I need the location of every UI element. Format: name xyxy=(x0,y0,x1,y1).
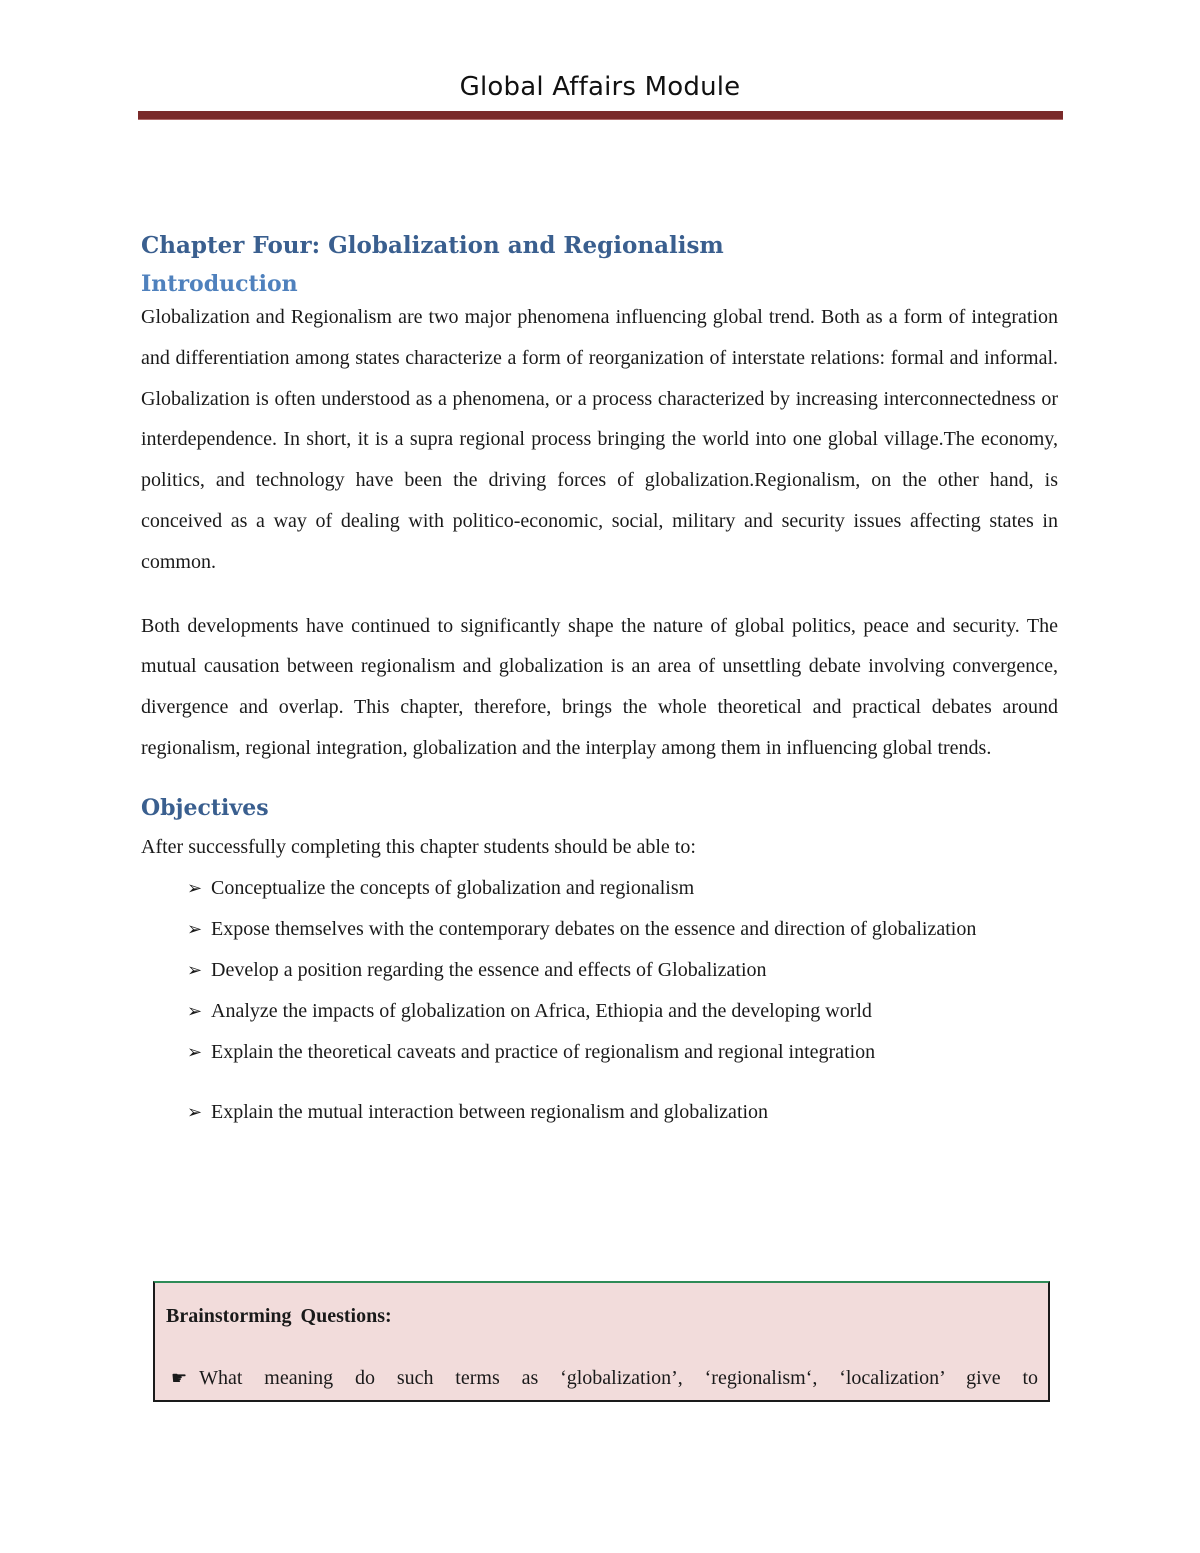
objective-text: Analyze the impacts of globalization on Africa, Ethiopia and the developing world xyxy=(211,999,872,1022)
objectives-lead: After successfully completing this chapter students should be able to: xyxy=(141,835,696,858)
objectives-heading: Objectives xyxy=(141,794,269,821)
objective-text: Develop a position regarding the essence and effects of Globalization xyxy=(211,958,767,981)
objective-item xyxy=(187,950,1058,991)
intro-paragraph-1: Globalization and Regionalism are two major phenomena influencing global trend. Both as a form of integration and differentiation among states characterize a form of reorganization of interstate relations: formal and informal. Globalization is often understood as a phenomena, or a process characterized by increasing interconnectedness or interdependence. In short, it is a supra regional process bringing the world into one global village.The economy, politics, and technology have been the driving forces of globalization.Regionalism, on the other hand, is conceived as a way of dealing with politico-economic, social, military and security issues affecting states in common. xyxy=(141,306,1058,573)
objective-item xyxy=(187,991,1058,1032)
objective-text: Explain the theoretical caveats and practice of regionalism and regional integration xyxy=(211,1040,876,1063)
arrow-bullet-icon: ➢ xyxy=(187,1000,203,1022)
objective-item xyxy=(187,909,1058,950)
pointing-hand-icon: ☛ xyxy=(171,1368,188,1389)
introduction-heading: Introduction xyxy=(141,271,298,297)
brainstorming-title: Brainstorming Questions: xyxy=(166,1305,392,1327)
brainstorming-question-text: What meaning do such terms as ‘globalization’, ‘regionalism‘, ‘localization’ give to xyxy=(199,1367,1038,1389)
objective-item xyxy=(187,868,1058,909)
intro-paragraph-2: Both developments have continued to significantly shape the nature of global politics, peace and security. The mutual causation between regionalism and globalization is an area of unsettling debate involving convergence, divergence and overlap. This chapter, therefore, brings the whole theoretical and practical debates around regionalism, regional integration, globalization and the interplay among them in influencing global trends. xyxy=(141,614,1058,759)
arrow-bullet-icon: ➢ xyxy=(187,877,203,899)
arrow-bullet-icon: ➢ xyxy=(187,1101,203,1123)
objective-text: Conceptualize the concepts of globalization and regionalism xyxy=(211,876,695,899)
arrow-bullet-icon: ➢ xyxy=(187,959,203,981)
objective-item xyxy=(187,1092,1058,1133)
objectives-list xyxy=(141,868,1058,1133)
chapter-title: Chapter Four: Globalization and Regionalism xyxy=(141,232,724,259)
objective-text: Expose themselves with the contemporary debates on the essence and direction of globalization xyxy=(211,917,977,940)
brainstorming-question xyxy=(171,1367,1038,1390)
arrow-bullet-icon: ➢ xyxy=(187,1041,203,1063)
header-rule xyxy=(138,111,1063,119)
chapter-content xyxy=(141,232,1058,1133)
page-header-title: Global Affairs Module xyxy=(459,72,741,102)
objective-text: Explain the mutual interaction between regionalism and globalization xyxy=(211,1100,769,1123)
objective-item xyxy=(187,1032,1058,1073)
brainstorming-box xyxy=(153,1281,1050,1402)
arrow-bullet-icon: ➢ xyxy=(187,918,203,940)
